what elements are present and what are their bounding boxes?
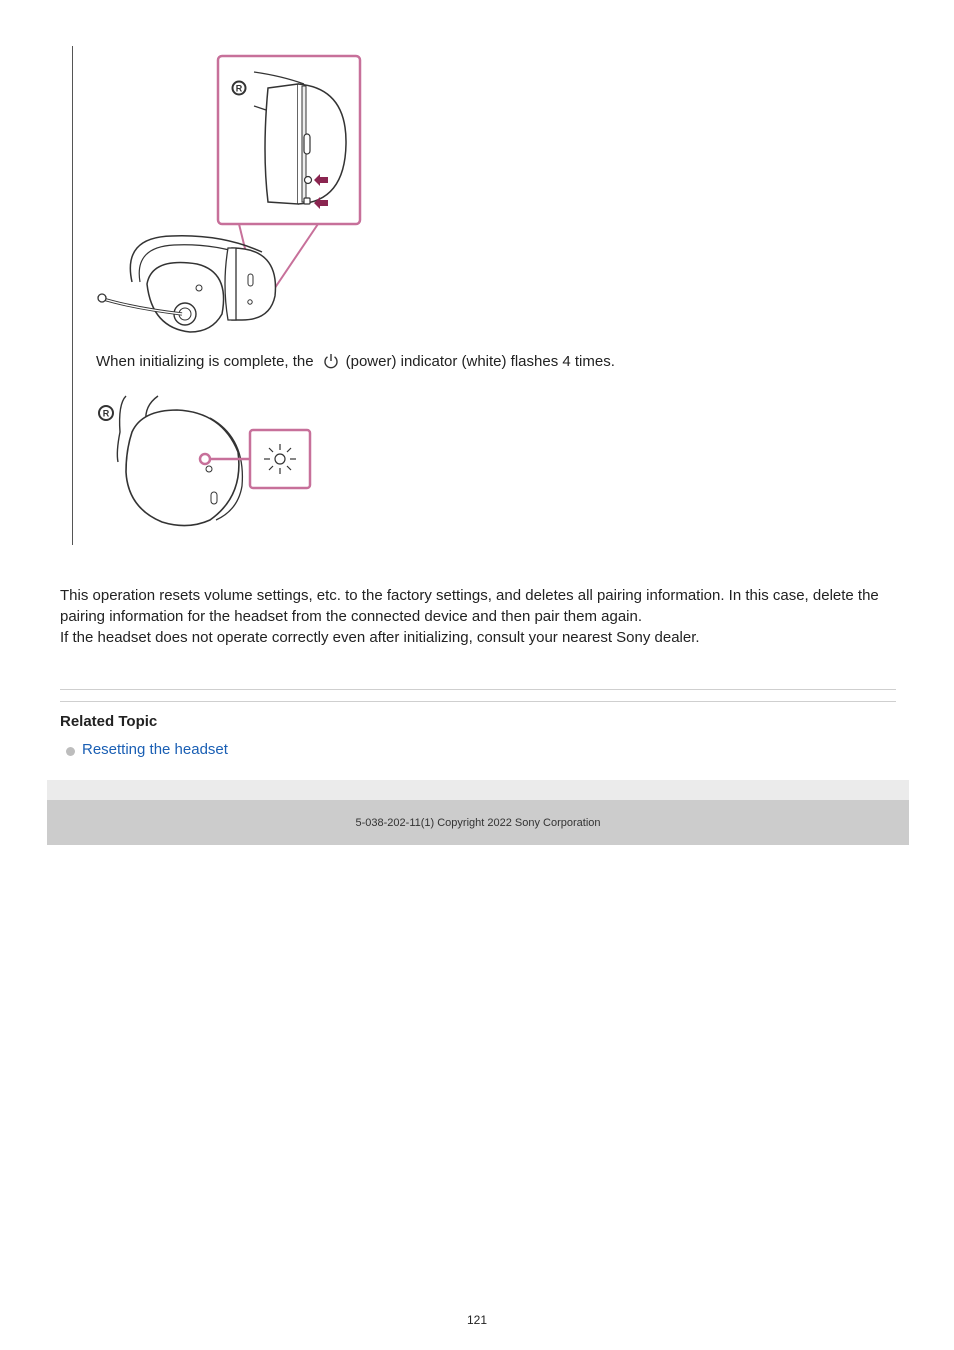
copyright-text: 5-038-202-11(1) Copyright 2022 Sony Corporation	[355, 816, 601, 829]
step-divider-line	[72, 46, 73, 545]
footer-band	[47, 780, 909, 800]
initialize-complete-caption	[96, 352, 615, 372]
resetting-headset-link[interactable]: Resetting the headset	[82, 741, 228, 758]
svg-text:R: R	[235, 83, 243, 94]
bullet-icon	[66, 747, 75, 756]
right-side-mark-icon	[99, 406, 113, 420]
page-number: 121	[466, 1313, 488, 1327]
power-icon	[322, 352, 340, 370]
related-topic-heading: Related Topic	[60, 713, 158, 730]
footer	[47, 800, 909, 845]
caption-text-after: (power) indicator (white) flashes 4 times.	[345, 353, 615, 370]
section-divider-bottom	[60, 701, 896, 702]
note-paragraph-1: This operation resets volume settings, etc. to the factory settings, and deletes all pairing information. In this case, delete the pairing information for the headset from the connected device and then pair them again.	[60, 587, 879, 625]
related-topic-list	[66, 740, 228, 760]
headset-buttons-illustration	[92, 52, 372, 337]
section-divider-top	[60, 689, 896, 690]
indicator-flash-illustration	[92, 392, 317, 532]
list-item	[66, 740, 228, 760]
reset-note	[60, 585, 900, 648]
note-paragraph-2: If the headset does not operate correctly even after initializing, consult your nearest Sony dealer.	[60, 629, 700, 646]
svg-text:R: R	[102, 408, 110, 419]
caption-text-before: When initializing is complete, the	[96, 353, 314, 370]
